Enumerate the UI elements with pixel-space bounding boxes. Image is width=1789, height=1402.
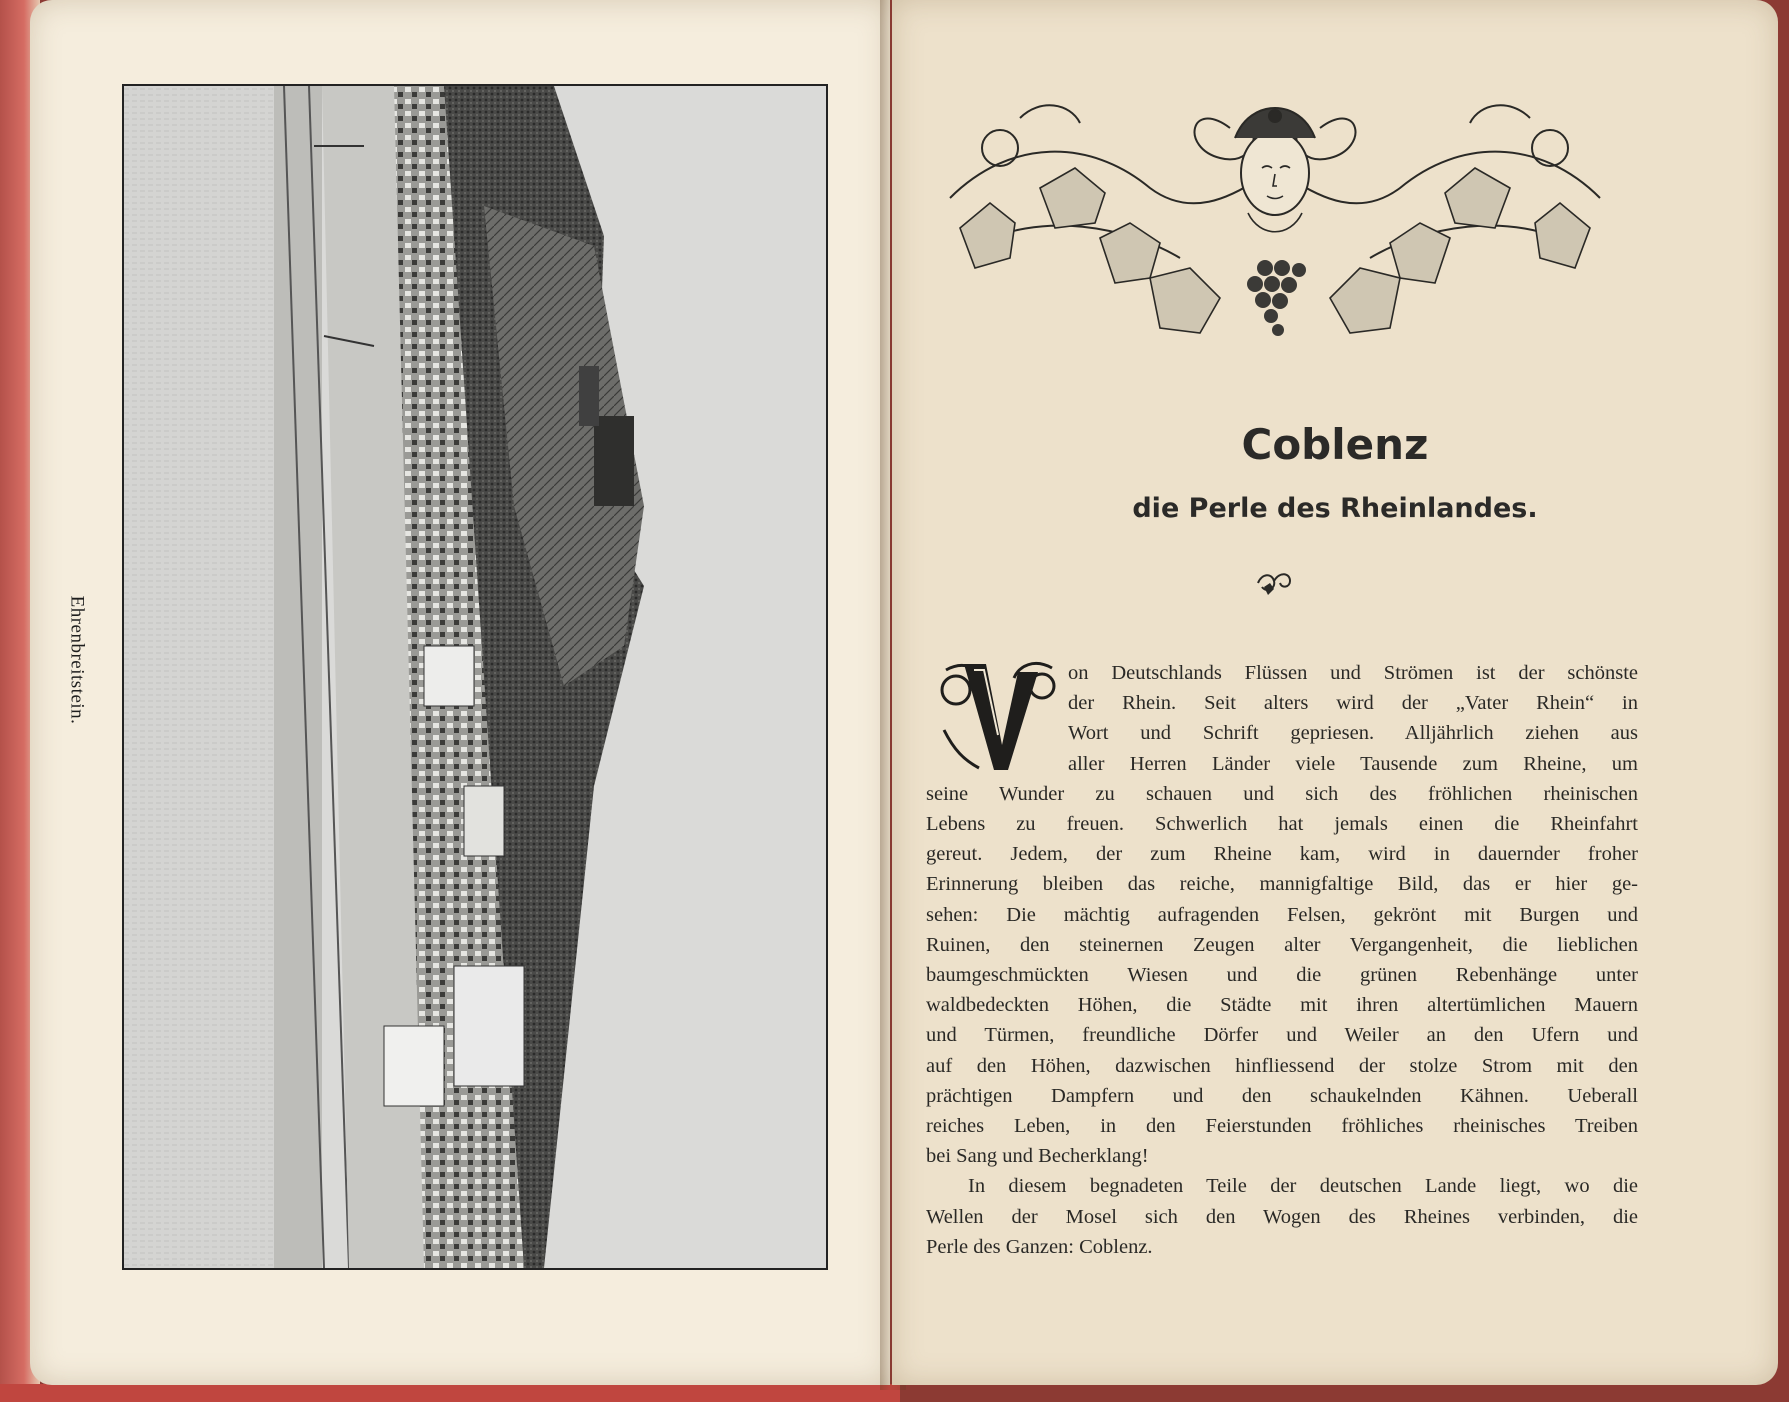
text-line: on Deutschlands Flüssen und Strömen ist der schönste xyxy=(1068,662,1638,684)
photo-caption-text: Ehrenbreitstein. xyxy=(66,595,88,725)
text-line: aller Herren Länder viele Tausende zum Rheine, um xyxy=(1068,752,1638,775)
chapter-title: Coblenz xyxy=(1241,420,1429,469)
text-line: prächtigen Dampfern und den schaukelnden Kähnen. Ueberall xyxy=(926,1084,1638,1107)
text-line: Erinnerung bleiben das reiche, mannigfaltige Bild, das er hier ge- xyxy=(926,873,1638,896)
text-line: Wellen der Mosel sich den Wogen des Rheines verbinden, die xyxy=(926,1205,1638,1228)
text-line: Ruinen, den steinernen Zeugen alter Vergangenheit, die lieblichen xyxy=(926,933,1638,956)
text-line: waldbedeckten Höhen, die Städte mit ihren altertümlichen Mauern xyxy=(926,994,1638,1017)
text-line: In diesem begnadeten Teile der deutschen Lande liegt, wo die xyxy=(968,1175,1638,1198)
text-line: seine Wunder zu schauen und sich des fröhlichen rheinischen xyxy=(926,782,1638,805)
text-line: Wort und Schrift gepriesen. Alljährlich ziehen aus xyxy=(1068,722,1638,745)
text-line: auf den Höhen, dazwischen hinfliessend der stolze Strom mit den xyxy=(926,1054,1638,1077)
landscape-photo-illustration xyxy=(124,86,826,1268)
text-line: reiches Leben, in den Feierstunden fröhliches rheinisches Treiben xyxy=(926,1115,1638,1138)
text-line: sehen: Die mächtig aufragenden Felsen, gekrönt mit Burgen und xyxy=(926,903,1638,926)
vine-maiden-ornament xyxy=(930,78,1620,368)
text-line: gereut. Jedem, der zum Rheine kam, wird in dauernder froher xyxy=(926,843,1638,866)
text-line: Perle des Ganzen: Coblenz. xyxy=(926,1235,1153,1258)
chapter-subtitle: die Perle des Rheinlandes. xyxy=(1132,493,1538,524)
text-line: der Rhein. Seit alters wird der „Vater Rhein“ in xyxy=(1068,692,1638,715)
photo-caption xyxy=(56,560,96,760)
text-line: baumgeschmückten Wiesen und die grünen Rebenhänge unter xyxy=(926,964,1638,987)
ehrenbreitstein-photo xyxy=(122,84,828,1270)
body-text xyxy=(926,658,1638,1262)
book-cover-bottom-edge xyxy=(0,1384,900,1402)
text-line: und Türmen, freundliche Dörfer und Weiler an den Ufern und xyxy=(926,1024,1638,1047)
text-line: bei Sang und Becherklang! xyxy=(926,1145,1149,1168)
text-line: Lebens zu freuen. Schwerlich hat jemals einen die Rheinfahrt xyxy=(926,813,1638,836)
fleuron-icon xyxy=(1250,563,1296,599)
